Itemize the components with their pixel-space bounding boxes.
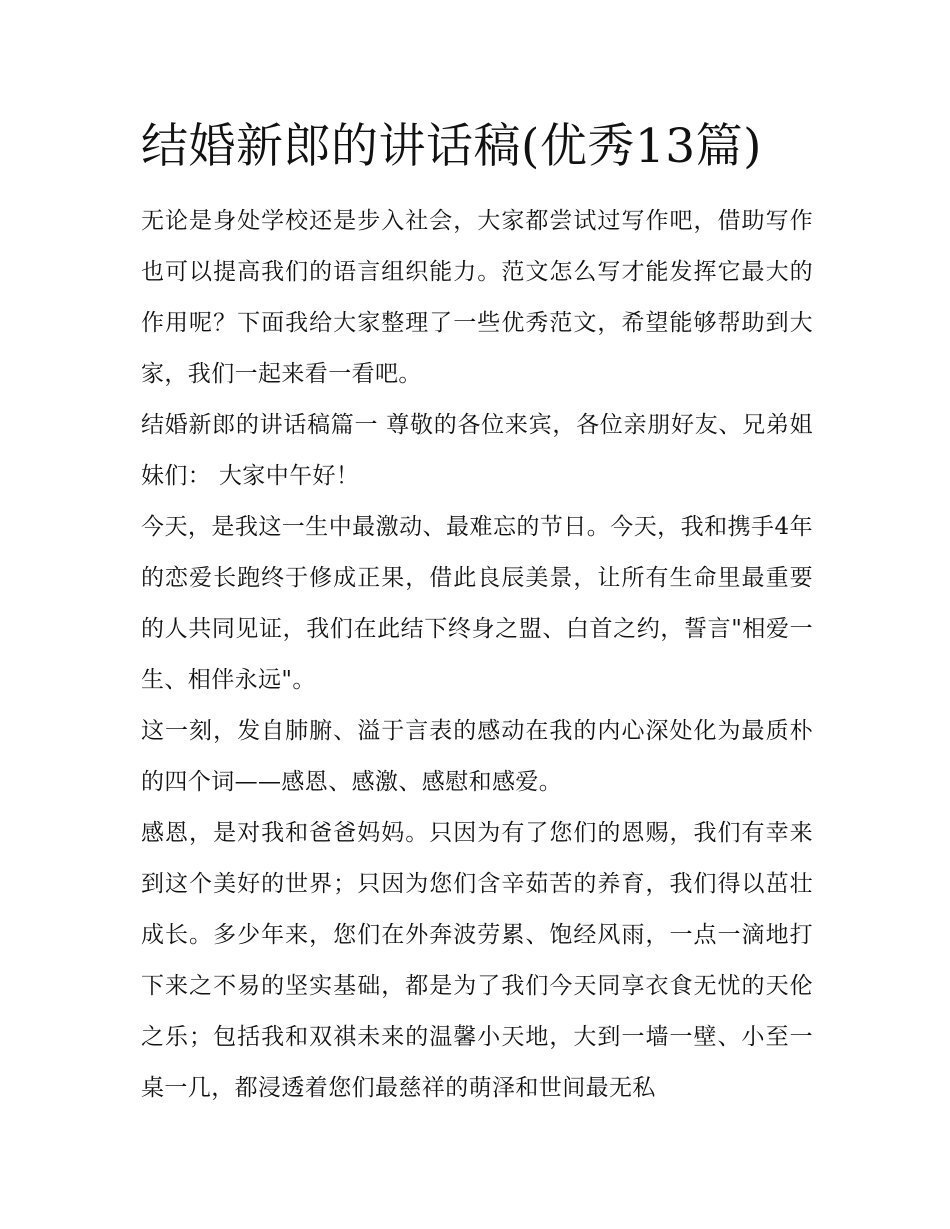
document-content [141, 112, 813, 1114]
paragraph-greeting: 结婚新郎的讲话稿篇一 尊敬的各位来宾，各位亲朋好友、兄弟姐妹们： 大家中午好！ [141, 412, 813, 489]
paragraph-intro: 无论是身处学校还是步入社会，大家都尝试过写作吧，借助写作也可以提高我们的语言组织能力。范文怎么写才能发挥它最大的作用呢？下面我给大家整理了一些优秀范文，希望能够帮助到大家，我们一起来看一看吧。 [141, 208, 813, 387]
paragraph-moment: 这一刻，发自肺腑、溢于言表的感动在我的内心深处化为最质朴的四个词——感恩、感激、感慰和感爱。 [141, 718, 813, 795]
paragraph-gratitude: 感恩，是对我和爸爸妈妈。只因为有了您们的恩赐，我们有幸来到这个美好的世界；只因为您们含辛茹苦的养育，我们得以茁壮成长。多少年来，您们在外奔波劳累、饱经风雨，一点一滴地打下来之不易的坚实基础，都是为了我们今天同享衣食无忧的天伦之乐；包括我和双祺未来的温馨小天地，大到一墙一壁、小至一桌一几，都浸透着您们最慈祥的萌泽和世间最无私 [141, 820, 813, 1101]
document-title: 结婚新郎的讲话稿(优秀13篇) [141, 119, 762, 174]
paragraph-today: 今天，是我这一生中最激动、最难忘的节日。今天，我和携手4年的恋爱长跑终于修成正果，借此良辰美景，让所有生命里最重要的人共同见证，我们在此结下终身之盟、白首之约，誓言"相爱一生、相伴永远"。 [141, 514, 813, 693]
